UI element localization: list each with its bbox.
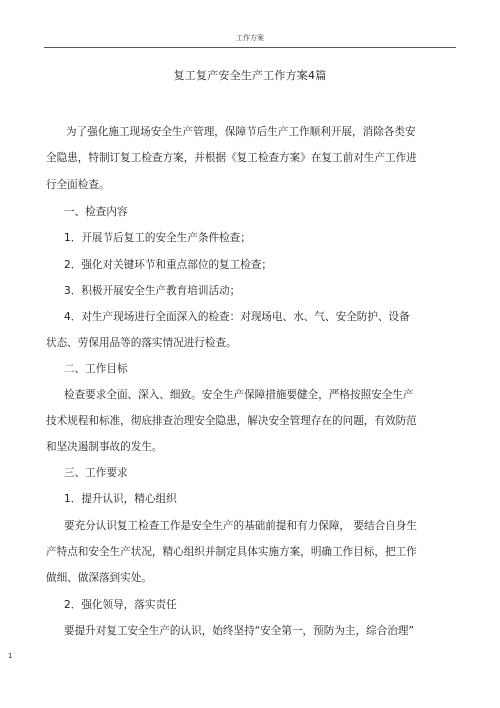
body-line-goal-3: 和坚决遏制事故的发生。 xyxy=(46,441,163,453)
section-heading-2: 二、工作目标 xyxy=(64,363,128,375)
document-title: 复工复产安全生产工作方案4篇 xyxy=(173,69,327,82)
body-line-req-2: 产特点和安全生产状况，精心组织并制定具体实施方案，明确工作目标，把工作 xyxy=(46,546,417,558)
subheading-1: 1．提升认识，精心组织 xyxy=(64,493,177,505)
body-line-req-4: 要提升对复工安全生产的认识，始终坚持“安全第一，预防为主，综合治理” xyxy=(64,625,414,637)
list-item-4-continued: 状态、劳保用品等的落实情况进行检查。 xyxy=(46,337,237,349)
header-divider xyxy=(44,47,456,48)
subheading-2: 2．强化领导，落实责任 xyxy=(64,599,177,611)
page-number: 1 xyxy=(8,652,13,660)
body-line-goal-2: 技术规程和标准，彻底排查治理安全隐患，解决安全管理存在的问题，有效防范 xyxy=(46,415,417,427)
body-line-req-3: 做细、做深落到实处。 xyxy=(46,572,152,584)
list-item-4: 4．对生产现场进行全面深入的检查：对现场电、水、气、安全防护、设备 xyxy=(64,311,410,323)
body-line-goal-1: 检查要求全面、深入、细致。安全生产保障措施要健全，严格按照安全生产 xyxy=(64,389,414,401)
list-item-1: 1．开展节后复工的安全生产条件检查； xyxy=(64,232,251,244)
section-heading-1: 一、检查内容 xyxy=(64,206,128,218)
page-header: 工作方案 xyxy=(236,34,264,42)
list-item-2: 2．强化对关键环节和重点部位的复工检查； xyxy=(64,259,273,271)
list-item-3: 3．积极开展安全生产教育培训活动； xyxy=(64,285,241,297)
body-line-3: 行全面检查。 xyxy=(46,179,110,191)
body-line-2: 全隐患，特制订复工检查方案，并根据《复工检查方案》在复工前对生产工作进 xyxy=(46,152,417,164)
section-heading-3: 三、工作要求 xyxy=(64,467,128,479)
body-line-1: 为了强化施工现场安全生产管理，保障节后生产工作顺利开展，消除各类安 xyxy=(66,126,416,138)
body-line-req-1: 要充分认识复工检查工作是安全生产的基础前提和有力保障， 要结合自身生 xyxy=(64,520,417,532)
